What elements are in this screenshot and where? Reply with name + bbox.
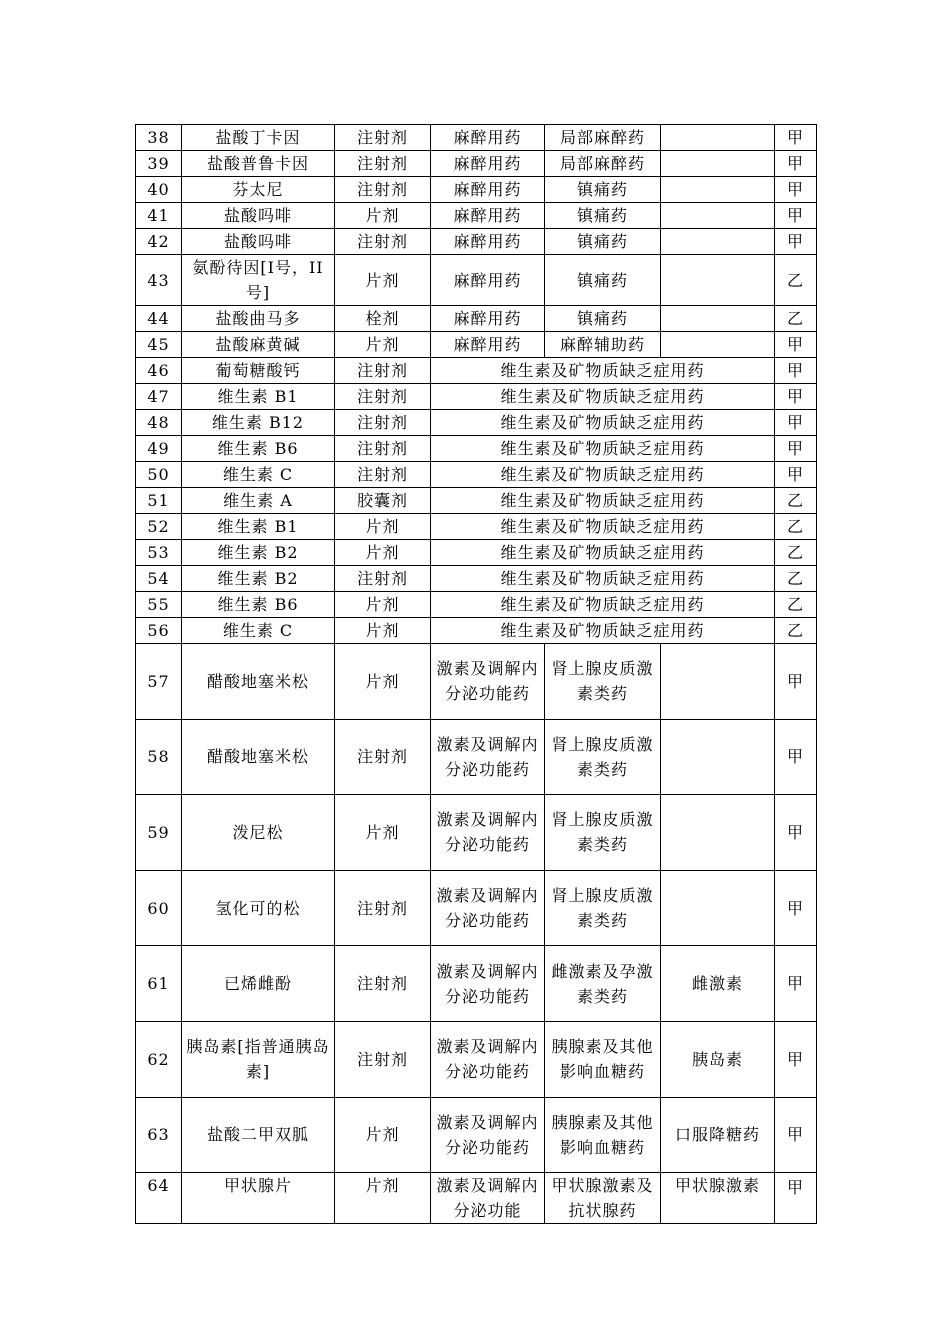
category-cell: 维生素及矿物质缺乏症用药 (431, 618, 775, 644)
row-number-cell: 55 (136, 592, 182, 618)
dosage-form-cell: 片剂 (335, 203, 431, 229)
subcategory-cell: 肾上腺皮质激素类药 (545, 719, 661, 795)
drug-name-cell: 氢化可的松 (182, 870, 335, 946)
subcategory-cell: 局部麻醉药 (545, 151, 661, 177)
row-number-cell: 56 (136, 618, 182, 644)
drug-name-cell: 盐酸吗啡 (182, 203, 335, 229)
category-cell: 维生素及矿物质缺乏症用药 (431, 514, 775, 540)
insurance-class-cell: 乙 (775, 592, 817, 618)
row-number-cell: 57 (136, 644, 182, 720)
insurance-class-cell: 甲 (775, 125, 817, 151)
detail-cell (661, 151, 775, 177)
table-row (136, 946, 817, 1022)
dosage-form-cell: 片剂 (335, 332, 431, 358)
dosage-form-cell: 注射剂 (335, 436, 431, 462)
drug-name-cell: 维生素 B6 (182, 436, 335, 462)
dosage-form-cell: 片剂 (335, 255, 431, 306)
row-number-cell: 46 (136, 358, 182, 384)
drug-name-cell: 芬太尼 (182, 177, 335, 203)
drug-name-cell: 维生素 B1 (182, 514, 335, 540)
row-number-cell: 45 (136, 332, 182, 358)
dosage-form-cell: 片剂 (335, 644, 431, 720)
drug-name-cell: 盐酸麻黄碱 (182, 332, 335, 358)
category-cell: 麻醉用药 (431, 332, 545, 358)
drug-name-cell: 已烯雌酚 (182, 946, 335, 1022)
table-row (136, 1173, 817, 1224)
dosage-form-cell: 注射剂 (335, 384, 431, 410)
table-row (136, 410, 817, 436)
insurance-class-cell: 甲 (775, 384, 817, 410)
insurance-class-cell: 甲 (775, 1021, 817, 1097)
table-row (136, 592, 817, 618)
table-row (136, 795, 817, 871)
table-row (136, 488, 817, 514)
insurance-class-cell: 乙 (775, 514, 817, 540)
dosage-form-cell: 胶囊剂 (335, 488, 431, 514)
detail-cell (661, 306, 775, 332)
table-body (136, 125, 817, 1224)
dosage-form-cell: 片剂 (335, 540, 431, 566)
detail-cell: 口服降糖药 (661, 1097, 775, 1173)
dosage-form-cell: 注射剂 (335, 358, 431, 384)
drug-name-cell: 醋酸地塞米松 (182, 719, 335, 795)
row-number-cell: 60 (136, 870, 182, 946)
subcategory-cell: 镇痛药 (545, 306, 661, 332)
drug-name-cell: 醋酸地塞米松 (182, 644, 335, 720)
insurance-class-cell: 甲 (775, 946, 817, 1022)
insurance-class-cell: 甲 (775, 151, 817, 177)
insurance-class-cell: 甲 (775, 1173, 817, 1224)
table-row (136, 618, 817, 644)
table-row (136, 255, 817, 306)
dosage-form-cell: 注射剂 (335, 125, 431, 151)
insurance-class-cell: 甲 (775, 410, 817, 436)
dosage-form-cell: 片剂 (335, 618, 431, 644)
drug-name-cell: 盐酸曲马多 (182, 306, 335, 332)
subcategory-cell: 肾上腺皮质激素类药 (545, 644, 661, 720)
category-cell: 激素及调解内分泌功能药 (431, 795, 545, 871)
drug-name-cell: 维生素 C (182, 618, 335, 644)
row-number-cell: 64 (136, 1173, 182, 1224)
drug-name-cell: 氨酚待因[I号，II号] (182, 255, 335, 306)
insurance-class-cell: 甲 (775, 795, 817, 871)
category-cell: 维生素及矿物质缺乏症用药 (431, 436, 775, 462)
table-row (136, 151, 817, 177)
table-row (136, 229, 817, 255)
table-row (136, 1021, 817, 1097)
drug-list-table (135, 124, 817, 1224)
category-cell: 维生素及矿物质缺乏症用药 (431, 592, 775, 618)
category-cell: 维生素及矿物质缺乏症用药 (431, 540, 775, 566)
insurance-class-cell: 甲 (775, 462, 817, 488)
row-number-cell: 53 (136, 540, 182, 566)
drug-name-cell: 维生素 B2 (182, 566, 335, 592)
detail-cell (661, 229, 775, 255)
row-number-cell: 63 (136, 1097, 182, 1173)
insurance-class-cell: 乙 (775, 540, 817, 566)
row-number-cell: 58 (136, 719, 182, 795)
subcategory-cell: 胰腺素及其他影响血糖药 (545, 1097, 661, 1173)
detail-cell: 甲状腺激素 (661, 1173, 775, 1224)
category-cell: 激素及调解内分泌功能药 (431, 719, 545, 795)
insurance-class-cell: 甲 (775, 203, 817, 229)
row-number-cell: 43 (136, 255, 182, 306)
dosage-form-cell: 注射剂 (335, 151, 431, 177)
subcategory-cell: 肾上腺皮质激素类药 (545, 870, 661, 946)
category-cell: 维生素及矿物质缺乏症用药 (431, 488, 775, 514)
drug-name-cell: 维生素 B1 (182, 384, 335, 410)
subcategory-cell: 甲状腺激素及抗状腺药 (545, 1173, 661, 1224)
row-number-cell: 59 (136, 795, 182, 871)
row-number-cell: 61 (136, 946, 182, 1022)
subcategory-cell: 局部麻醉药 (545, 125, 661, 151)
detail-cell (661, 332, 775, 358)
drug-name-cell: 盐酸二甲双胍 (182, 1097, 335, 1173)
table-row (136, 719, 817, 795)
drug-name-cell: 葡萄糖酸钙 (182, 358, 335, 384)
insurance-class-cell: 甲 (775, 177, 817, 203)
detail-cell (661, 719, 775, 795)
row-number-cell: 44 (136, 306, 182, 332)
category-cell: 麻醉用药 (431, 177, 545, 203)
row-number-cell: 51 (136, 488, 182, 514)
row-number-cell: 52 (136, 514, 182, 540)
insurance-class-cell: 乙 (775, 488, 817, 514)
table-row (136, 540, 817, 566)
dosage-form-cell: 注射剂 (335, 462, 431, 488)
row-number-cell: 47 (136, 384, 182, 410)
dosage-form-cell: 注射剂 (335, 229, 431, 255)
dosage-form-cell: 注射剂 (335, 1021, 431, 1097)
table-row (136, 644, 817, 720)
row-number-cell: 50 (136, 462, 182, 488)
insurance-class-cell: 甲 (775, 358, 817, 384)
detail-cell (661, 644, 775, 720)
table-row (136, 203, 817, 229)
category-cell: 维生素及矿物质缺乏症用药 (431, 566, 775, 592)
dosage-form-cell: 片剂 (335, 592, 431, 618)
drug-name-cell: 维生素 A (182, 488, 335, 514)
insurance-class-cell: 乙 (775, 566, 817, 592)
drug-name-cell: 盐酸普鲁卡因 (182, 151, 335, 177)
table-row (136, 436, 817, 462)
drug-name-cell: 维生素 B6 (182, 592, 335, 618)
subcategory-cell: 麻醉辅助药 (545, 332, 661, 358)
dosage-form-cell: 注射剂 (335, 719, 431, 795)
row-number-cell: 38 (136, 125, 182, 151)
table-row (136, 870, 817, 946)
row-number-cell: 54 (136, 566, 182, 592)
detail-cell: 胰岛素 (661, 1021, 775, 1097)
table-row (136, 1097, 817, 1173)
category-cell: 激素及调解内分泌功能药 (431, 1097, 545, 1173)
row-number-cell: 49 (136, 436, 182, 462)
insurance-class-cell: 甲 (775, 332, 817, 358)
category-cell: 维生素及矿物质缺乏症用药 (431, 384, 775, 410)
category-cell: 维生素及矿物质缺乏症用药 (431, 462, 775, 488)
subcategory-cell: 胰腺素及其他影响血糖药 (545, 1021, 661, 1097)
category-cell: 维生素及矿物质缺乏症用药 (431, 358, 775, 384)
insurance-class-cell: 乙 (775, 618, 817, 644)
dosage-form-cell: 注射剂 (335, 177, 431, 203)
dosage-form-cell: 栓剂 (335, 306, 431, 332)
detail-cell (661, 870, 775, 946)
subcategory-cell: 镇痛药 (545, 203, 661, 229)
drug-name-cell: 泼尼松 (182, 795, 335, 871)
category-cell: 激素及调解内分泌功能 (431, 1173, 545, 1224)
category-cell: 激素及调解内分泌功能药 (431, 946, 545, 1022)
drug-name-cell: 盐酸吗啡 (182, 229, 335, 255)
detail-cell: 雌激素 (661, 946, 775, 1022)
dosage-form-cell: 注射剂 (335, 566, 431, 592)
table-row (136, 177, 817, 203)
category-cell: 激素及调解内分泌功能药 (431, 644, 545, 720)
row-number-cell: 48 (136, 410, 182, 436)
category-cell: 麻醉用药 (431, 229, 545, 255)
drug-name-cell: 维生素 B2 (182, 540, 335, 566)
detail-cell (661, 203, 775, 229)
row-number-cell: 40 (136, 177, 182, 203)
table-row (136, 514, 817, 540)
category-cell: 激素及调解内分泌功能药 (431, 1021, 545, 1097)
drug-name-cell: 盐酸丁卡因 (182, 125, 335, 151)
dosage-form-cell: 片剂 (335, 1097, 431, 1173)
table-row (136, 566, 817, 592)
row-number-cell: 42 (136, 229, 182, 255)
subcategory-cell: 雌激素及孕激素类药 (545, 946, 661, 1022)
table-row (136, 306, 817, 332)
dosage-form-cell: 注射剂 (335, 870, 431, 946)
insurance-class-cell: 甲 (775, 436, 817, 462)
insurance-class-cell: 甲 (775, 719, 817, 795)
insurance-class-cell: 乙 (775, 255, 817, 306)
row-number-cell: 39 (136, 151, 182, 177)
table-row (136, 462, 817, 488)
dosage-form-cell: 注射剂 (335, 946, 431, 1022)
category-cell: 维生素及矿物质缺乏症用药 (431, 410, 775, 436)
detail-cell (661, 255, 775, 306)
insurance-class-cell: 乙 (775, 306, 817, 332)
subcategory-cell: 镇痛药 (545, 255, 661, 306)
dosage-form-cell: 注射剂 (335, 410, 431, 436)
row-number-cell: 62 (136, 1021, 182, 1097)
detail-cell (661, 795, 775, 871)
category-cell: 麻醉用药 (431, 255, 545, 306)
table-row (136, 125, 817, 151)
drug-name-cell: 维生素 C (182, 462, 335, 488)
dosage-form-cell: 片剂 (335, 514, 431, 540)
insurance-class-cell: 甲 (775, 1097, 817, 1173)
drug-name-cell: 维生素 B12 (182, 410, 335, 436)
subcategory-cell: 镇痛药 (545, 229, 661, 255)
table-row (136, 384, 817, 410)
dosage-form-cell: 片剂 (335, 795, 431, 871)
category-cell: 麻醉用药 (431, 151, 545, 177)
insurance-class-cell: 甲 (775, 870, 817, 946)
category-cell: 麻醉用药 (431, 203, 545, 229)
table-row (136, 358, 817, 384)
category-cell: 麻醉用药 (431, 306, 545, 332)
dosage-form-cell: 片剂 (335, 1173, 431, 1224)
table-row (136, 332, 817, 358)
category-cell: 激素及调解内分泌功能药 (431, 870, 545, 946)
insurance-class-cell: 甲 (775, 229, 817, 255)
subcategory-cell: 肾上腺皮质激素类药 (545, 795, 661, 871)
row-number-cell: 41 (136, 203, 182, 229)
insurance-class-cell: 甲 (775, 644, 817, 720)
drug-name-cell: 胰岛素[指普通胰岛素] (182, 1021, 335, 1097)
detail-cell (661, 177, 775, 203)
category-cell: 麻醉用药 (431, 125, 545, 151)
detail-cell (661, 125, 775, 151)
drug-name-cell: 甲状腺片 (182, 1173, 335, 1224)
subcategory-cell: 镇痛药 (545, 177, 661, 203)
